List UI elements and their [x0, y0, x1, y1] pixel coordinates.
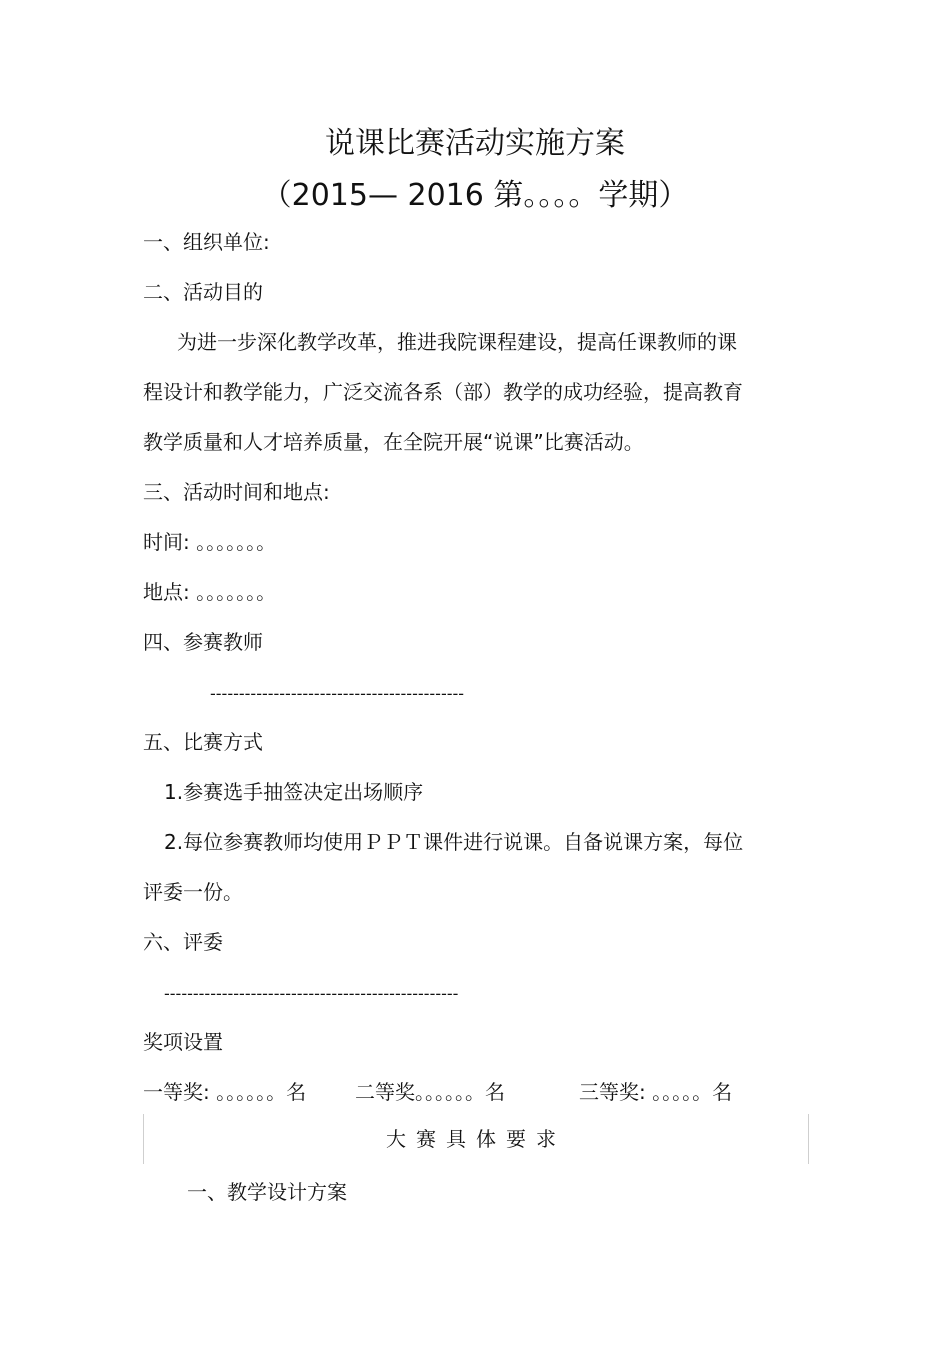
awards-heading: 奖项设置 — [143, 1030, 223, 1054]
section-heading-teachers: 四、参赛教师 — [143, 630, 263, 654]
document-title: 说课比赛活动实施方案 — [325, 126, 625, 161]
paragraph-line: 教学质量和人才培养质量，在全院开展“说课”比赛活动。 — [143, 430, 644, 454]
place-line: 地点: 。。。。。。。 — [143, 580, 277, 604]
paragraph-line: 程设计和教学能力，广泛交流各系（部）教学的成功经验，提高教育 — [143, 380, 743, 404]
paragraph-line: 为进一步深化教学改革，推进我院课程建设，提高任课教师的课 — [177, 330, 737, 354]
requirement-item-1: 一、教学设计方案 — [187, 1180, 347, 1204]
dash-line: --------------------------------------------------- — [164, 984, 459, 1003]
section-heading-method: 五、比赛方式 — [143, 730, 263, 754]
dash-line: -------------------------------------------- — [210, 684, 465, 703]
award-second: 二等奖。。。。。。名 — [355, 1080, 505, 1104]
section-heading-purpose: 二、活动目的 — [143, 280, 263, 304]
method-item-2-continued: 评委一份。 — [143, 880, 243, 904]
award-first: 一等奖: 。。。。。。名 — [143, 1080, 307, 1104]
requirements-title: 大赛具体要求 — [386, 1127, 566, 1151]
section-heading-judges: 六、评委 — [143, 930, 223, 954]
method-item-1: 1.参赛选手抽签决定出场顺序 — [164, 780, 424, 804]
method-item-2: 2.每位参赛教师均使用ＰＰＴ课件进行说课。自备说课方案，每位 — [164, 830, 744, 854]
award-third: 三等奖: 。。。。。名 — [579, 1080, 733, 1104]
section-heading-organizer: 一、组织单位: — [143, 230, 270, 254]
document-subtitle: （2015— 2016 第。。。。学期） — [261, 178, 689, 213]
section-heading-time-place: 三、活动时间和地点: — [143, 480, 330, 504]
time-line: 时间: 。。。。。。。 — [143, 530, 277, 554]
requirements-box — [143, 1114, 809, 1164]
